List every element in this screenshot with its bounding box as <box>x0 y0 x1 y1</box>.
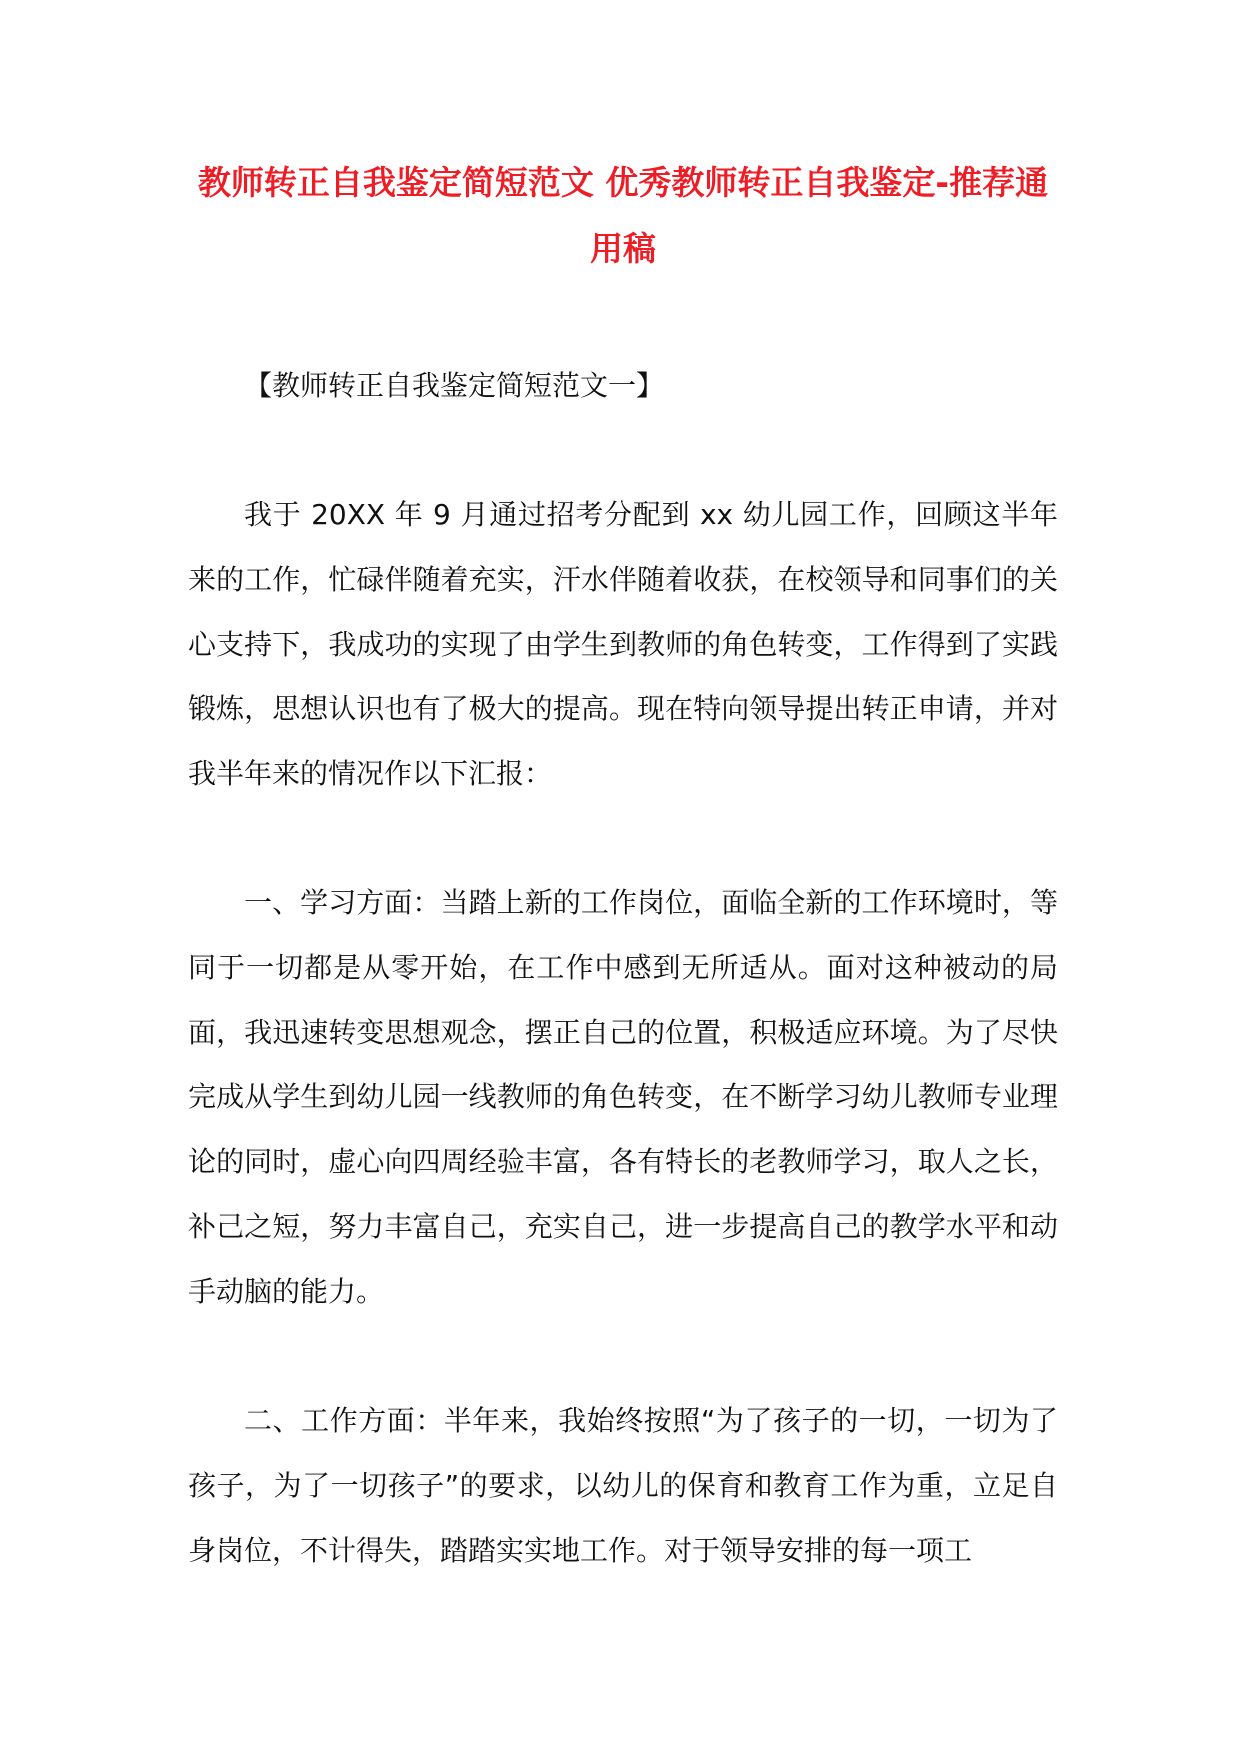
paragraph-intro: 我于 20XX 年 9 月通过招考分配到 xx 幼儿园工作，回顾这半年来的工作，忙碌伴随着充实，汗水伴随着收获，在校领导和同事们的关心支持下，我成功的实现了由学生到教师的角色转变，工作得到了实践锻炼，思想认识也有了极大的提高。现在特向领导提出转正申请，并对我半年来的情况作以下汇报： <box>188 498 1058 791</box>
paragraph-work: 二、工作方面：半年来，我始终按照“为了孩子的一切，一切为了孩子，为了一切孩子”的要求，以幼儿的保育和教育工作为重，立足自身岗位，不计得失，踏踏实实地工作。对于领导安排的每一项工 <box>188 1404 1058 1567</box>
section-heading: 【教师转正自我鉴定简短范文一】 <box>244 369 665 402</box>
document-page <box>188 0 1058 1754</box>
document-title: 教师转正自我鉴定简短范文 优秀教师转正自我鉴定-推荐通用稿 <box>197 163 1049 268</box>
paragraph-study: 一、学习方面：当踏上新的工作岗位，面临全新的工作环境时，等同于一切都是从零开始，在工作中感到无所适从。面对这种被动的局面，我迅速转变思想观念，摆正自己的位置，积极适应环境。为了尽快完成从学生到幼儿园一线教师的角色转变，在不断学习幼儿教师专业理论的同时，虚心向四周经验丰富，各有特长的老教师学习，取人之长，补己之短，努力丰富自己，充实自己，进一步提高自己的教学水平和动手动脑的能力。 <box>188 886 1058 1308</box>
